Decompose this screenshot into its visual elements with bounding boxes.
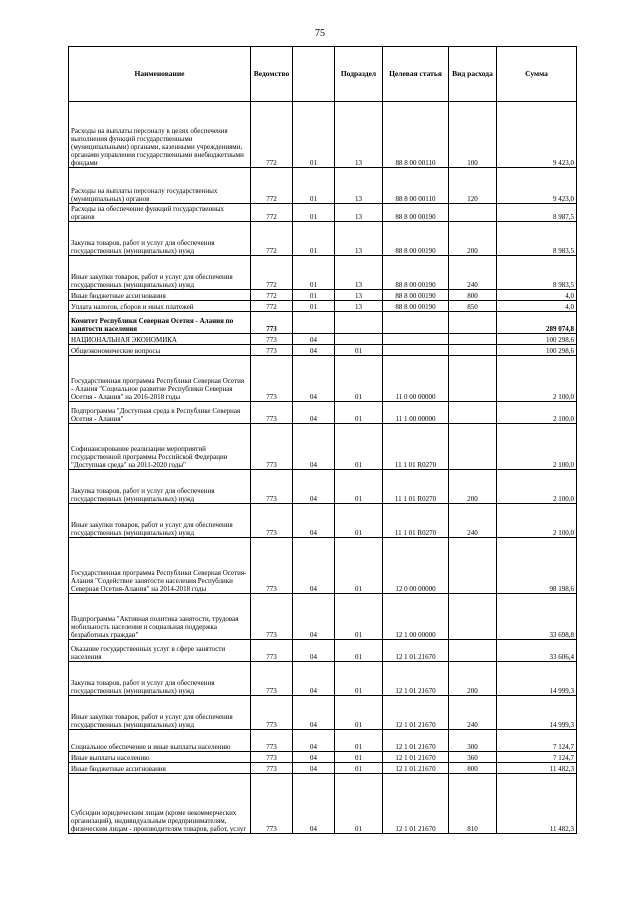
row-subsection xyxy=(335,334,383,345)
row-section: 04 xyxy=(293,594,335,640)
table-row xyxy=(69,334,577,345)
row-section: 04 xyxy=(293,345,335,356)
row-type xyxy=(449,538,497,594)
row-target: 88 8 00 00110 xyxy=(383,168,449,204)
row-subsection: 01 xyxy=(335,538,383,594)
table-row xyxy=(69,402,577,424)
row-target: 12 1 01 21670 xyxy=(383,752,449,763)
row-amount: 7 124,7 xyxy=(497,730,577,752)
row-name: НАЦИОНАЛЬНАЯ ЭКОНОМИКА xyxy=(69,334,251,345)
row-dept: 773 xyxy=(251,334,293,345)
row-subsection: 01 xyxy=(335,470,383,504)
row-dept: 773 xyxy=(251,640,293,662)
budget-table xyxy=(68,46,577,834)
table-row xyxy=(69,763,577,774)
table-row xyxy=(69,204,577,222)
row-section: 04 xyxy=(293,696,335,730)
table-row xyxy=(69,256,577,290)
row-dept: 773 xyxy=(251,730,293,752)
row-type: 240 xyxy=(449,696,497,730)
row-type: 810 xyxy=(449,774,497,834)
row-amount: 11 482,3 xyxy=(497,763,577,774)
row-name: Иные выплаты населению xyxy=(69,752,251,763)
table-row xyxy=(69,290,577,301)
row-subsection xyxy=(335,312,383,334)
row-type: 800 xyxy=(449,290,497,301)
row-amount: 100 298,6 xyxy=(497,345,577,356)
header-name: Наименование xyxy=(69,47,251,102)
row-subsection: 01 xyxy=(335,345,383,356)
row-amount: 2 100,0 xyxy=(497,470,577,504)
row-amount: 33 698,8 xyxy=(497,594,577,640)
row-type: 240 xyxy=(449,256,497,290)
header-section xyxy=(293,47,335,102)
row-target: 88 8 00 00190 xyxy=(383,301,449,312)
table-row xyxy=(69,470,577,504)
row-type: 200 xyxy=(449,470,497,504)
row-type xyxy=(449,204,497,222)
row-name: Расходы на выплаты персоналу государственных (муниципальных) органов xyxy=(69,168,251,204)
row-subsection: 13 xyxy=(335,168,383,204)
row-subsection: 13 xyxy=(335,204,383,222)
row-name: Иные закупки товаров, работ и услуг для обеспечения государственных (муниципальных) нужд xyxy=(69,256,251,290)
row-section: 04 xyxy=(293,538,335,594)
row-amount: 4,0 xyxy=(497,290,577,301)
row-subsection: 01 xyxy=(335,730,383,752)
table-row xyxy=(69,168,577,204)
row-name: Закупка товаров, работ и услуг для обеспечения государственных (муниципальных) нужд xyxy=(69,222,251,256)
row-name: Иные закупки товаров, работ и услуг для обеспечения государственных (муниципальных) нужд xyxy=(69,696,251,730)
row-subsection: 01 xyxy=(335,640,383,662)
row-amount: 289 074,8 xyxy=(497,312,577,334)
row-target: 88 8 00 00190 xyxy=(383,222,449,256)
row-dept: 773 xyxy=(251,662,293,696)
row-type: 360 xyxy=(449,752,497,763)
row-name: Иные закупки товаров, работ и услуг для обеспечения государственных (муниципальных) нужд xyxy=(69,504,251,538)
row-target: 11 0 00 00000 xyxy=(383,356,449,402)
row-subsection: 01 xyxy=(335,662,383,696)
row-section: 04 xyxy=(293,356,335,402)
row-dept: 773 xyxy=(251,752,293,763)
row-amount: 2 100,0 xyxy=(497,402,577,424)
row-subsection: 01 xyxy=(335,356,383,402)
row-section: 01 xyxy=(293,168,335,204)
row-dept: 773 xyxy=(251,696,293,730)
row-name: Софинансирование реализации мероприятий государственной программы Российской Федерации "Доступная среда" на 2011-2020 годы" xyxy=(69,424,251,470)
row-subsection: 13 xyxy=(335,222,383,256)
row-type xyxy=(449,356,497,402)
row-type: 200 xyxy=(449,222,497,256)
row-dept: 772 xyxy=(251,290,293,301)
row-section: 04 xyxy=(293,470,335,504)
header-subsection: Подраздел xyxy=(335,47,383,102)
row-subsection: 01 xyxy=(335,594,383,640)
row-name: Подпрограмма "Активная политика занятости, трудовая мобильность населения и социальная поддержка безработных граждан" xyxy=(69,594,251,640)
row-amount: 33 606,4 xyxy=(497,640,577,662)
row-type xyxy=(449,402,497,424)
row-type: 100 xyxy=(449,102,497,168)
row-subsection: 01 xyxy=(335,752,383,763)
row-dept: 773 xyxy=(251,356,293,402)
row-section: 04 xyxy=(293,763,335,774)
row-name: Социальное обеспечение и иные выплаты населению xyxy=(69,730,251,752)
row-amount: 8 983,5 xyxy=(497,222,577,256)
row-target: 12 1 01 21670 xyxy=(383,662,449,696)
row-subsection: 13 xyxy=(335,102,383,168)
row-section: 04 xyxy=(293,504,335,538)
row-section: 01 xyxy=(293,256,335,290)
row-amount: 11 482,3 xyxy=(497,774,577,834)
row-name: Комитет Республики Северная Осетия - Алания по занятости населения xyxy=(69,312,251,334)
table-row xyxy=(69,774,577,834)
row-section: 04 xyxy=(293,424,335,470)
row-dept: 772 xyxy=(251,301,293,312)
row-subsection: 13 xyxy=(335,290,383,301)
row-section: 04 xyxy=(293,334,335,345)
table-row xyxy=(69,345,577,356)
row-amount: 2 100,0 xyxy=(497,424,577,470)
row-type: 120 xyxy=(449,168,497,204)
row-type xyxy=(449,594,497,640)
row-dept: 772 xyxy=(251,256,293,290)
row-amount: 9 423,0 xyxy=(497,102,577,168)
row-type: 800 xyxy=(449,763,497,774)
row-amount: 8 983,5 xyxy=(497,256,577,290)
row-subsection: 13 xyxy=(335,301,383,312)
row-target: 12 1 01 21670 xyxy=(383,640,449,662)
row-subsection: 01 xyxy=(335,763,383,774)
row-target xyxy=(383,345,449,356)
row-type xyxy=(449,345,497,356)
row-section: 01 xyxy=(293,290,335,301)
row-section: 04 xyxy=(293,774,335,834)
table-row xyxy=(69,504,577,538)
row-type: 200 xyxy=(449,662,497,696)
row-amount: 98 198,6 xyxy=(497,538,577,594)
row-target: 88 8 00 00190 xyxy=(383,256,449,290)
row-dept: 772 xyxy=(251,168,293,204)
header-dept: Ведомство xyxy=(251,47,293,102)
row-dept: 773 xyxy=(251,402,293,424)
row-dept: 773 xyxy=(251,345,293,356)
row-target: 12 1 01 21670 xyxy=(383,696,449,730)
row-section: 01 xyxy=(293,204,335,222)
table-row xyxy=(69,424,577,470)
row-target xyxy=(383,334,449,345)
row-dept: 773 xyxy=(251,594,293,640)
row-type: 850 xyxy=(449,301,497,312)
row-amount: 4,0 xyxy=(497,301,577,312)
row-target: 12 1 00 00000 xyxy=(383,594,449,640)
row-amount: 2 100,0 xyxy=(497,504,577,538)
row-dept: 773 xyxy=(251,470,293,504)
row-dept: 773 xyxy=(251,763,293,774)
row-section: 01 xyxy=(293,102,335,168)
row-section: 01 xyxy=(293,222,335,256)
row-section: 04 xyxy=(293,402,335,424)
row-target: 12 1 01 21670 xyxy=(383,763,449,774)
table-row xyxy=(69,102,577,168)
row-name: Закупка товаров, работ и услуг для обеспечения государственных (муниципальных) нужд xyxy=(69,470,251,504)
row-name: Расходы на обеспечение функций государственных органов xyxy=(69,204,251,222)
row-subsection: 01 xyxy=(335,774,383,834)
table-row xyxy=(69,312,577,334)
row-dept: 772 xyxy=(251,222,293,256)
header-target: Целевая статья xyxy=(383,47,449,102)
row-dept: 773 xyxy=(251,774,293,834)
row-subsection: 01 xyxy=(335,402,383,424)
table-row xyxy=(69,662,577,696)
page-number: 75 xyxy=(315,28,325,39)
row-dept: 772 xyxy=(251,102,293,168)
table-row xyxy=(69,301,577,312)
row-dept: 773 xyxy=(251,312,293,334)
row-amount: 14 999,3 xyxy=(497,662,577,696)
row-target: 11 1 01 R0270 xyxy=(383,504,449,538)
row-type: 300 xyxy=(449,730,497,752)
row-target: 11 1 01 R0270 xyxy=(383,470,449,504)
row-type xyxy=(449,424,497,470)
row-name: Иные бюджетные ассигнования xyxy=(69,290,251,301)
row-name: Закупка товаров, работ и услуг для обеспечения государственных (муниципальных) нужд xyxy=(69,662,251,696)
row-amount: 14 999,3 xyxy=(497,696,577,730)
row-name: Субсидии юридическим лицам (кроме некоммерческих организаций), индивидуальным предпринимателям, физическим лицам - производителям товаров, работ, услуг xyxy=(69,774,251,834)
row-target: 88 8 00 00190 xyxy=(383,290,449,301)
row-subsection: 01 xyxy=(335,504,383,538)
row-name: Общеэкономические вопросы xyxy=(69,345,251,356)
row-amount: 9 423,0 xyxy=(497,168,577,204)
row-subsection: 01 xyxy=(335,696,383,730)
row-section: 04 xyxy=(293,662,335,696)
row-subsection: 13 xyxy=(335,256,383,290)
row-name: Уплата налогов, сборов и иных платежей xyxy=(69,301,251,312)
row-dept: 773 xyxy=(251,424,293,470)
table-row xyxy=(69,222,577,256)
row-name: Оказание государственных услуг в сфере занятости населения xyxy=(69,640,251,662)
row-amount: 7 124,7 xyxy=(497,752,577,763)
row-target xyxy=(383,312,449,334)
row-subsection: 01 xyxy=(335,424,383,470)
row-type xyxy=(449,334,497,345)
row-dept: 773 xyxy=(251,538,293,594)
row-type xyxy=(449,312,497,334)
row-name: Иные бюджетные ассигнования xyxy=(69,763,251,774)
table-row xyxy=(69,696,577,730)
table-row xyxy=(69,752,577,763)
row-section: 01 xyxy=(293,301,335,312)
row-name: Государственная программа Республики Северная Осетия - Алания "Социальное развитие Республики Северная Осетия - Алания" на 2016-2018 годы xyxy=(69,356,251,402)
row-name: Расходы на выплаты персоналу в целях обеспечения выполнения функций государственными (муниципальными) органами, казенными учреждениями, органами управления государственными внебюджетными фондами xyxy=(69,102,251,168)
row-dept: 773 xyxy=(251,504,293,538)
row-target: 11 1 00 00000 xyxy=(383,402,449,424)
row-target: 88 8 00 00110 xyxy=(383,102,449,168)
row-target: 12 1 01 21670 xyxy=(383,774,449,834)
table-header-row xyxy=(69,47,577,102)
row-type: 240 xyxy=(449,504,497,538)
row-target: 88 8 00 00190 xyxy=(383,204,449,222)
row-name: Государственная программа Республики Северная Осетия-Алания "Содействие занятости населения Республики Северная Осетия-Алания" на 2014-2018 годы xyxy=(69,538,251,594)
row-type xyxy=(449,640,497,662)
row-target: 12 0 00 00000 xyxy=(383,538,449,594)
row-target: 11 1 01 R0270 xyxy=(383,424,449,470)
header-type: Вид расхода xyxy=(449,47,497,102)
row-amount: 8 987,5 xyxy=(497,204,577,222)
row-amount: 100 298,6 xyxy=(497,334,577,345)
row-dept: 772 xyxy=(251,204,293,222)
table-row xyxy=(69,356,577,402)
row-section: 04 xyxy=(293,730,335,752)
row-name: Подпрограмма "Доступная среда в Республике Северная Осетия - Алания" xyxy=(69,402,251,424)
table-row xyxy=(69,594,577,640)
row-section: 04 xyxy=(293,640,335,662)
table-row xyxy=(69,640,577,662)
header-amount: Сумма xyxy=(497,47,577,102)
table-row xyxy=(69,538,577,594)
row-amount: 2 100,0 xyxy=(497,356,577,402)
table-row xyxy=(69,730,577,752)
row-target: 12 1 01 21670 xyxy=(383,730,449,752)
row-section: 04 xyxy=(293,752,335,763)
row-section xyxy=(293,312,335,334)
